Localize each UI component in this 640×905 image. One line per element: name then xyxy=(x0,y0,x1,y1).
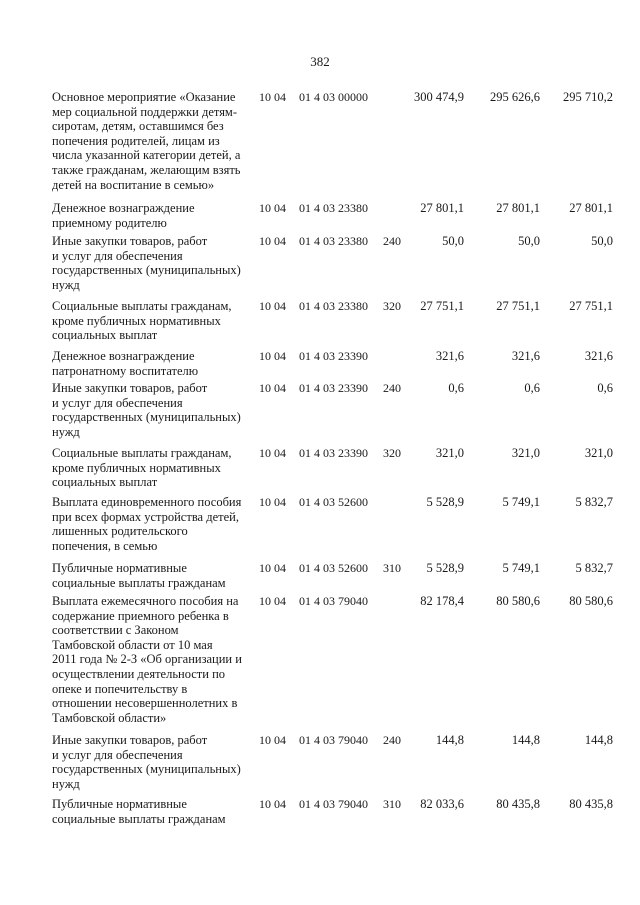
row-expense-type-code: 240 xyxy=(383,234,401,248)
row-amount-year-3: 27 801,1 xyxy=(569,201,613,215)
row-name: Социальные выплаты гражданам, кроме публичных нормативных социальных выплат xyxy=(52,299,232,343)
row-section-code: 10 04 xyxy=(259,349,286,363)
row-amount-year-3: 0,6 xyxy=(597,381,613,395)
row-name: Социальные выплаты гражданам, кроме публичных нормативных социальных выплат xyxy=(52,446,232,490)
row-name: Выплата единовременного пособия при всех формах устройства детей, лишенных родительского попечения, в семью xyxy=(52,495,242,553)
row-name: Иные закупки товаров, работ и услуг для обеспечения государственных (муниципальных) нужд xyxy=(52,234,241,292)
row-target-article-code: 01 4 03 23380 xyxy=(299,234,368,248)
row-target-article-code: 01 4 03 79040 xyxy=(299,733,368,747)
row-amount-year-2: 0,6 xyxy=(524,381,540,395)
row-section-code: 10 04 xyxy=(259,299,286,313)
row-amount-year-3: 144,8 xyxy=(584,733,613,747)
row-amount-year-3: 80 435,8 xyxy=(569,797,613,811)
row-name: Выплата ежемесячного пособия на содержание приемного ребенка в соответствии с Законом Тамбовской области от 10 мая 2011 года № 2-З «Об организации и осуществлении деятельности по опеке и попечительству в отношении несовершеннолетних в Тамбовской области» xyxy=(52,594,242,725)
row-section-code: 10 04 xyxy=(259,733,286,747)
row-amount-year-1: 27 751,1 xyxy=(420,299,464,313)
row-expense-type-code: 320 xyxy=(383,299,401,313)
row-amount-year-1: 5 528,9 xyxy=(426,561,464,575)
row-section-code: 10 04 xyxy=(259,561,286,575)
page-number: 382 xyxy=(310,54,330,69)
row-amount-year-1: 82 178,4 xyxy=(420,594,464,608)
row-amount-year-2: 321,0 xyxy=(511,446,540,460)
row-section-code: 10 04 xyxy=(259,381,286,395)
row-amount-year-3: 5 832,7 xyxy=(575,495,613,509)
row-section-code: 10 04 xyxy=(259,234,286,248)
row-name: Иные закупки товаров, работ и услуг для обеспечения государственных (муниципальных) нужд xyxy=(52,381,241,439)
row-amount-year-1: 5 528,9 xyxy=(426,495,464,509)
row-section-code: 10 04 xyxy=(259,201,286,215)
row-name: Основное мероприятие «Оказание мер социальной поддержки детям- сиротам, детям, оставшимся без попечения родителей, лицам из числа указанной категории детей, а также гражданам, желающим взять детей на воспитание в семью» xyxy=(52,90,241,192)
row-amount-year-3: 321,0 xyxy=(584,446,613,460)
row-target-article-code: 01 4 03 23380 xyxy=(299,201,368,215)
row-name: Публичные нормативные социальные выплаты гражданам xyxy=(52,797,226,826)
row-target-article-code: 01 4 03 79040 xyxy=(299,594,368,608)
row-name: Денежное вознаграждение патронатному воспитателю xyxy=(52,349,199,378)
row-section-code: 10 04 xyxy=(259,446,286,460)
row-amount-year-3: 321,6 xyxy=(584,349,613,363)
row-amount-year-2: 50,0 xyxy=(518,234,540,248)
row-target-article-code: 01 4 03 52600 xyxy=(299,561,368,575)
row-amount-year-3: 5 832,7 xyxy=(575,561,613,575)
row-amount-year-1: 144,8 xyxy=(435,733,464,747)
row-expense-type-code: 240 xyxy=(383,381,401,395)
row-name: Публичные нормативные социальные выплаты гражданам xyxy=(52,561,226,590)
row-amount-year-1: 0,6 xyxy=(448,381,464,395)
row-amount-year-2: 144,8 xyxy=(511,733,540,747)
row-name: Иные закупки товаров, работ и услуг для обеспечения государственных (муниципальных) нужд xyxy=(52,733,241,791)
row-amount-year-3: 27 751,1 xyxy=(569,299,613,313)
row-amount-year-3: 80 580,6 xyxy=(569,594,613,608)
row-expense-type-code: 310 xyxy=(383,797,401,811)
row-amount-year-2: 27 751,1 xyxy=(496,299,540,313)
row-amount-year-2: 5 749,1 xyxy=(502,561,540,575)
row-amount-year-1: 321,0 xyxy=(435,446,464,460)
row-section-code: 10 04 xyxy=(259,495,286,509)
row-amount-year-2: 27 801,1 xyxy=(496,201,540,215)
row-amount-year-2: 80 435,8 xyxy=(496,797,540,811)
row-target-article-code: 01 4 03 52600 xyxy=(299,495,368,509)
row-amount-year-1: 27 801,1 xyxy=(420,201,464,215)
row-target-article-code: 01 4 03 23380 xyxy=(299,299,368,313)
row-target-article-code: 01 4 03 23390 xyxy=(299,446,368,460)
row-section-code: 10 04 xyxy=(259,90,286,104)
row-section-code: 10 04 xyxy=(259,594,286,608)
row-amount-year-2: 80 580,6 xyxy=(496,594,540,608)
row-target-article-code: 01 4 03 23390 xyxy=(299,381,368,395)
row-name: Денежное вознаграждение приемному родителю xyxy=(52,201,195,230)
row-expense-type-code: 310 xyxy=(383,561,401,575)
row-amount-year-2: 5 749,1 xyxy=(502,495,540,509)
row-target-article-code: 01 4 03 79040 xyxy=(299,797,368,811)
row-amount-year-1: 50,0 xyxy=(442,234,464,248)
row-expense-type-code: 320 xyxy=(383,446,401,460)
row-amount-year-1: 300 474,9 xyxy=(414,90,464,104)
row-amount-year-2: 295 626,6 xyxy=(490,90,540,104)
row-target-article-code: 01 4 03 00000 xyxy=(299,90,368,104)
row-target-article-code: 01 4 03 23390 xyxy=(299,349,368,363)
row-amount-year-3: 50,0 xyxy=(591,234,613,248)
row-amount-year-2: 321,6 xyxy=(511,349,540,363)
row-amount-year-3: 295 710,2 xyxy=(563,90,613,104)
row-amount-year-1: 321,6 xyxy=(435,349,464,363)
row-section-code: 10 04 xyxy=(259,797,286,811)
row-amount-year-1: 82 033,6 xyxy=(420,797,464,811)
row-expense-type-code: 240 xyxy=(383,733,401,747)
